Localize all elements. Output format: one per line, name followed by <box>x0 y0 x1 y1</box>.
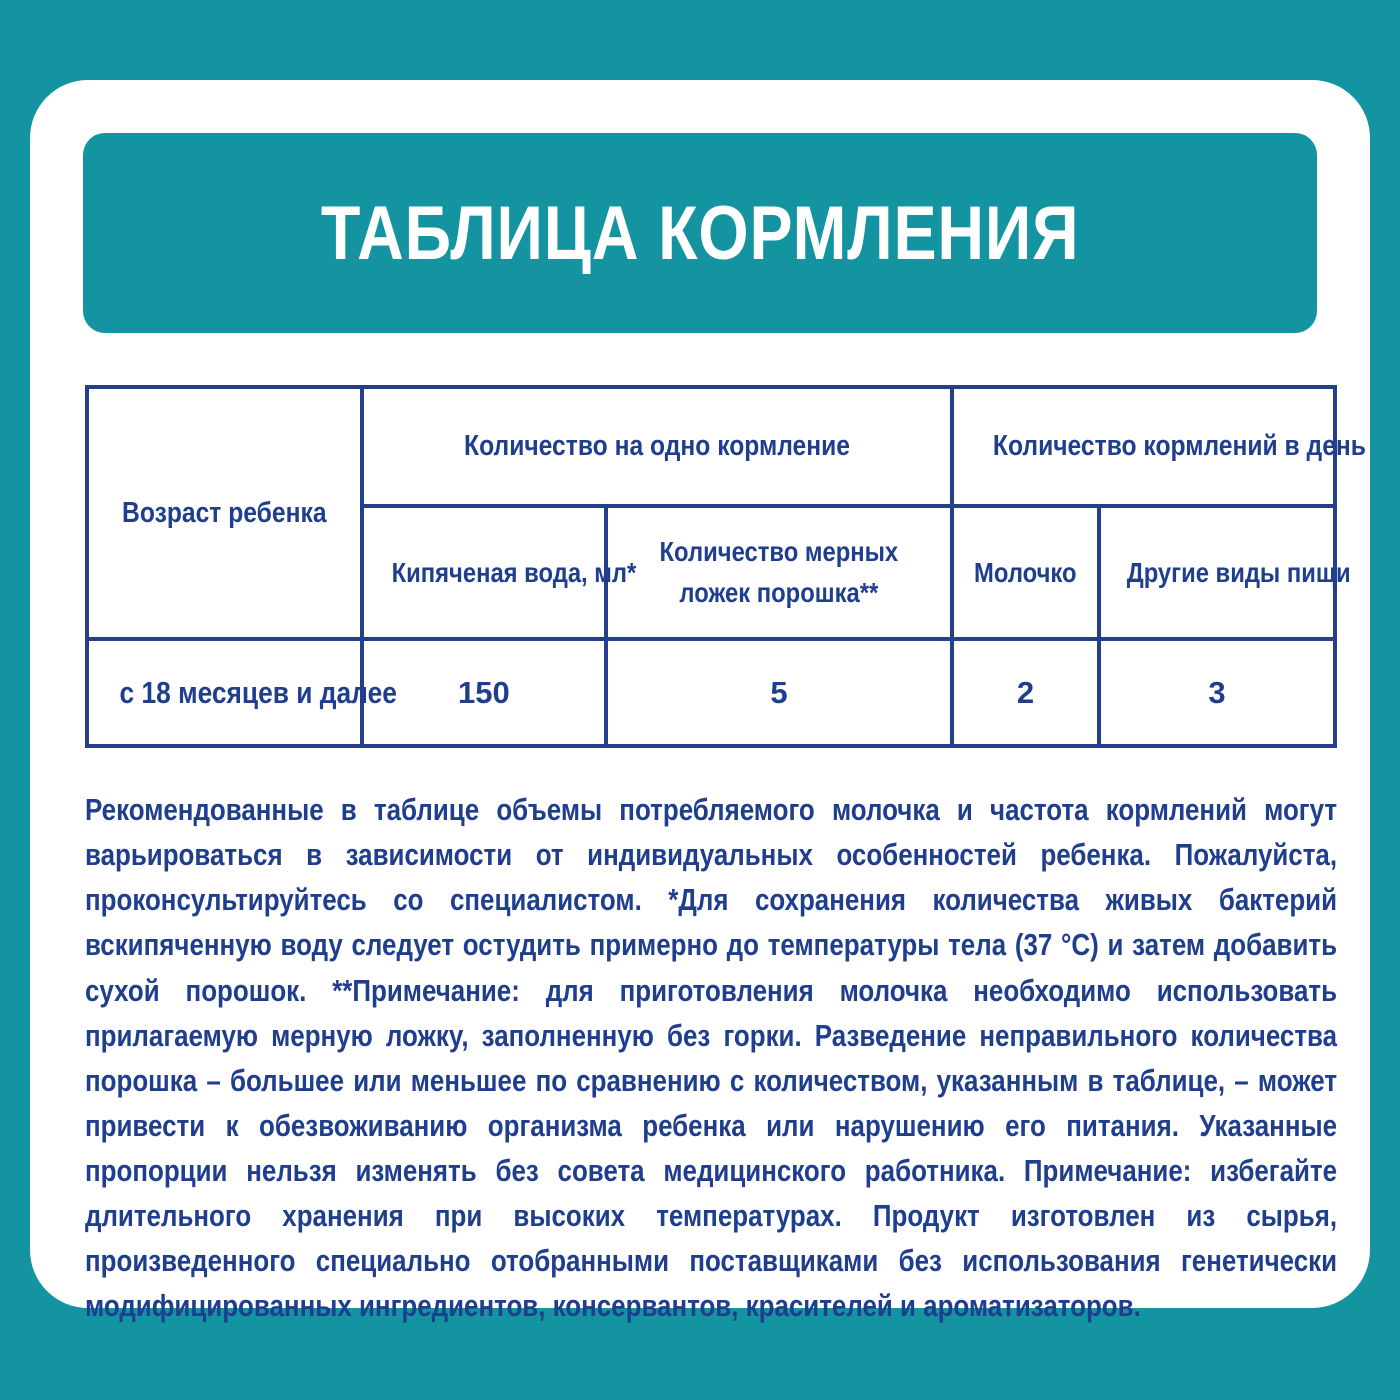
table-header-per-day-label: Количество кормлений в день <box>992 430 1366 462</box>
table-header-age-label: Возраст ребенка <box>122 496 327 529</box>
table-header-age <box>87 387 362 639</box>
table-header-scoops-label: Количество мерных ложек порошка** <box>659 535 899 608</box>
table-cell-other-food: 3 <box>1099 639 1335 746</box>
notes-paragraph: Рекомендованные в таблице объемы потребляемого молочка и частота кормлений могут варьироваться в зависимости от индивидуальных особенностей ребенка. Пожалуйста, проконсультируйтесь со специалистом. *Для сохранения количества живых бактерий вскипяченную воду следует остудить примерно до температуры тела (37 °C) и затем добавить сухой порошок. **Примечание: для приготовления молочка необходимо использовать прилагаемую мерную ложку, заполненную без горки. Разведение неправильного количества порошка – большее или меньшее по сравнению с количеством, указанным в таблице, – может привести к обезвоживанию организма ребенка или нарушению его питания. Указанные пропорции нельзя изменять без совета медицинского работника. Примечание: избегайте длительного хранения при высоких температурах. Продукт изготовлен из сырья, произведенного специально отобранными поставщиками без использования генетически модифицированных ингредиентов, консервантов, красителей и ароматизаторов. <box>85 793 1338 1324</box>
table-header-milk <box>952 506 1099 639</box>
table-header-water <box>362 506 636 639</box>
feeding-table <box>85 385 1366 748</box>
table-header-per-day <box>952 387 1366 506</box>
label-card <box>30 80 1370 1324</box>
table-header-other-food-label: Другие виды пищи <box>1126 556 1351 588</box>
table-cell-milk-feedings: 2 <box>952 639 1099 746</box>
table-header-milk-label: Молочко <box>974 556 1077 588</box>
table-cell-scoops: 5 <box>606 639 952 746</box>
table-header-per-feeding-label: Количество на одно кормление <box>463 430 850 462</box>
table-cell-age-value: с 18 месяцев и далее <box>119 674 397 710</box>
table-header-per-feeding <box>362 387 952 506</box>
title-banner <box>83 133 1317 333</box>
table-header-scoops <box>606 506 952 639</box>
table-header-water-label: Кипяченая вода, мл* <box>391 556 636 588</box>
table-row <box>87 639 1335 746</box>
table-header-other-food <box>1099 506 1351 639</box>
table-group-header-row <box>87 387 1335 506</box>
table-cell-age <box>87 639 397 746</box>
table-cell-water: 150 <box>362 639 607 746</box>
page-title: ТАБЛИЦА КОРМЛЕНИЯ <box>320 190 1080 276</box>
